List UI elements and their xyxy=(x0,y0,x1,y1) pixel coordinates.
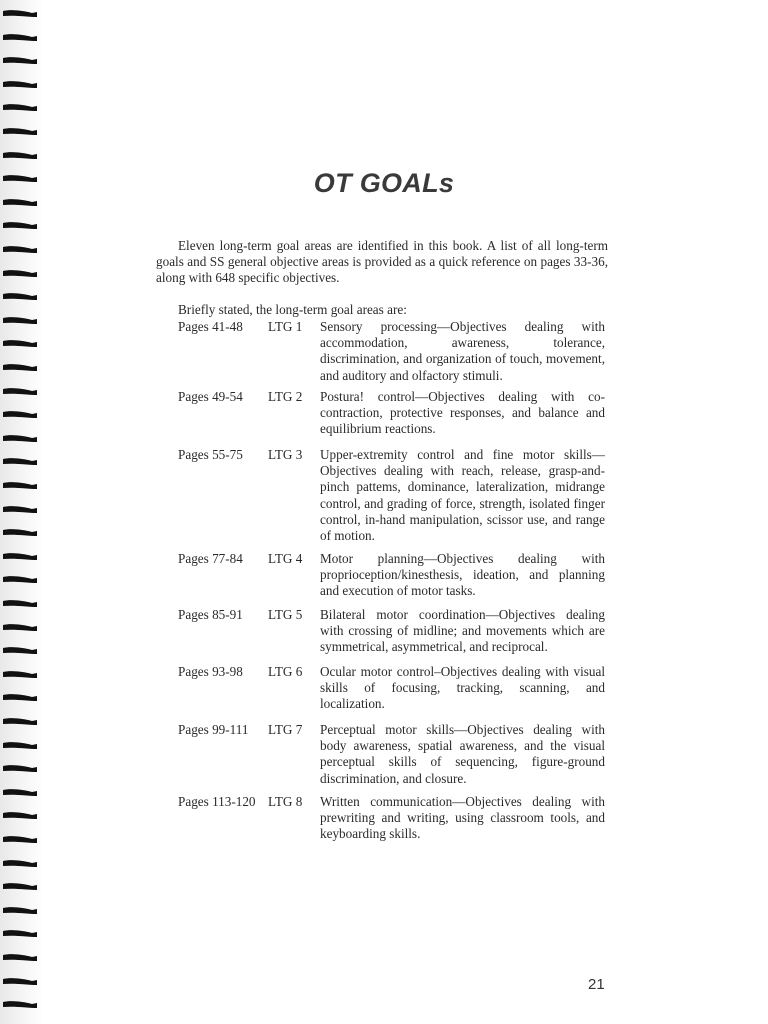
goal-description: Bilateral motor coordination—Objectives dealing with crossing of midline; and movements which are symmetrical, asymmetrical, and reciprocal. xyxy=(320,607,605,655)
goal-ltg: LTG 3 xyxy=(268,447,303,462)
spiral-binding xyxy=(0,0,44,1024)
binding-coil xyxy=(2,197,38,208)
binding-coil xyxy=(2,126,38,137)
binding-coil xyxy=(2,32,38,43)
binding-coil xyxy=(2,244,38,255)
goal-ltg: LTG 6 xyxy=(268,664,303,679)
binding-coil xyxy=(2,527,38,538)
goal-pages: Pages 41-48 xyxy=(178,319,243,334)
goal-ltg: LTG 7 xyxy=(268,722,303,737)
goal-pages: Pages 77-84 xyxy=(178,551,243,566)
binding-coil xyxy=(2,456,38,467)
binding-coil xyxy=(2,905,38,916)
binding-coil xyxy=(2,386,38,397)
goal-description: Upper-extremity control and fine motor skills—Objectives dealing with reach, release, grasp-and-pinch pattems, dominance, lateralization, midrange control, and grading of force, strength, isolated finger control, in-hand manipulation, scissor use, and range of motion. xyxy=(320,447,605,544)
goal-pages: Pages 93-98 xyxy=(178,664,243,679)
page-title: OT GOALs xyxy=(313,168,455,198)
binding-coil xyxy=(2,291,38,302)
goal-pages: Pages 49-54 xyxy=(178,389,243,404)
goal-list-lead: Briefly stated, the long-term goal areas are: xyxy=(178,302,407,317)
goal-description: Motor planning—Objectives dealing with proprioception/kinesthesis, ideation, and planning and execution of motor tasks. xyxy=(320,551,605,599)
binding-coil xyxy=(2,574,38,585)
document-page xyxy=(44,0,768,1024)
binding-coil xyxy=(2,952,38,963)
binding-coil xyxy=(2,173,38,184)
binding-coil xyxy=(2,504,38,515)
binding-coil xyxy=(2,834,38,845)
binding-coil xyxy=(2,858,38,869)
goal-description: Written communication—Objectives dealing with prewriting and writing, using classroom tools, and keyboarding skills. xyxy=(320,794,605,842)
binding-coil xyxy=(2,268,38,279)
goal-description: Postura! control—Objectives dealing with co-contraction, protective responses, and balance and equilibrium reactions. xyxy=(320,389,605,437)
binding-coil xyxy=(2,315,38,326)
binding-coil xyxy=(2,763,38,774)
binding-coil xyxy=(2,409,38,420)
binding-coil xyxy=(2,433,38,444)
page-number: 21 xyxy=(588,976,605,993)
binding-coil xyxy=(2,8,38,19)
goal-description: Perceptual motor skills—Objectives dealing with body awareness, spatial awareness, and the visual perceptual skills of sequencing, figure-ground discrimination, and closure. xyxy=(320,722,605,786)
goal-pages: Pages 113-120 xyxy=(178,794,256,809)
binding-coil xyxy=(2,645,38,656)
goal-ltg: LTG 2 xyxy=(268,389,303,404)
binding-coil xyxy=(2,338,38,349)
binding-coil xyxy=(2,881,38,892)
binding-coil xyxy=(2,928,38,939)
binding-coil xyxy=(2,79,38,90)
binding-coil xyxy=(2,362,38,373)
binding-coil xyxy=(2,220,38,231)
goal-ltg: LTG 1 xyxy=(268,319,303,334)
goal-pages: Pages 99-111 xyxy=(178,722,249,737)
binding-coil xyxy=(2,669,38,680)
binding-coil xyxy=(2,598,38,609)
binding-coil xyxy=(2,976,38,987)
goal-ltg: LTG 5 xyxy=(268,607,303,622)
goal-pages: Pages 55-75 xyxy=(178,447,243,462)
binding-coil xyxy=(2,740,38,751)
binding-coil xyxy=(2,787,38,798)
binding-coil xyxy=(2,551,38,562)
binding-coil xyxy=(2,150,38,161)
goal-description: Sensory processing—Objectives dealing with accommodation, awareness, tolerance, discrimination, and organization of touch, movement, and auditory and olfactory stimuli. xyxy=(320,319,605,383)
binding-coil xyxy=(2,810,38,821)
binding-coil xyxy=(2,622,38,633)
intro-paragraph: Eleven long-term goal areas are identified in this book. A list of all long-term goals and SS general objective areas is provided as a quick reference on pages 33-36, along with 648 specific objectives. xyxy=(156,238,608,285)
goal-pages: Pages 85-91 xyxy=(178,607,243,622)
binding-coil xyxy=(2,999,38,1010)
goal-ltg: LTG 8 xyxy=(268,794,303,809)
binding-coil xyxy=(2,692,38,703)
binding-coil xyxy=(2,716,38,727)
binding-coil xyxy=(2,480,38,491)
goal-ltg: LTG 4 xyxy=(268,551,303,566)
goal-description: Ocular motor control–Objectives dealing with visual skills of focusing, tracking, scanning, and localization. xyxy=(320,664,605,712)
binding-coil xyxy=(2,55,38,66)
binding-coil xyxy=(2,102,38,113)
